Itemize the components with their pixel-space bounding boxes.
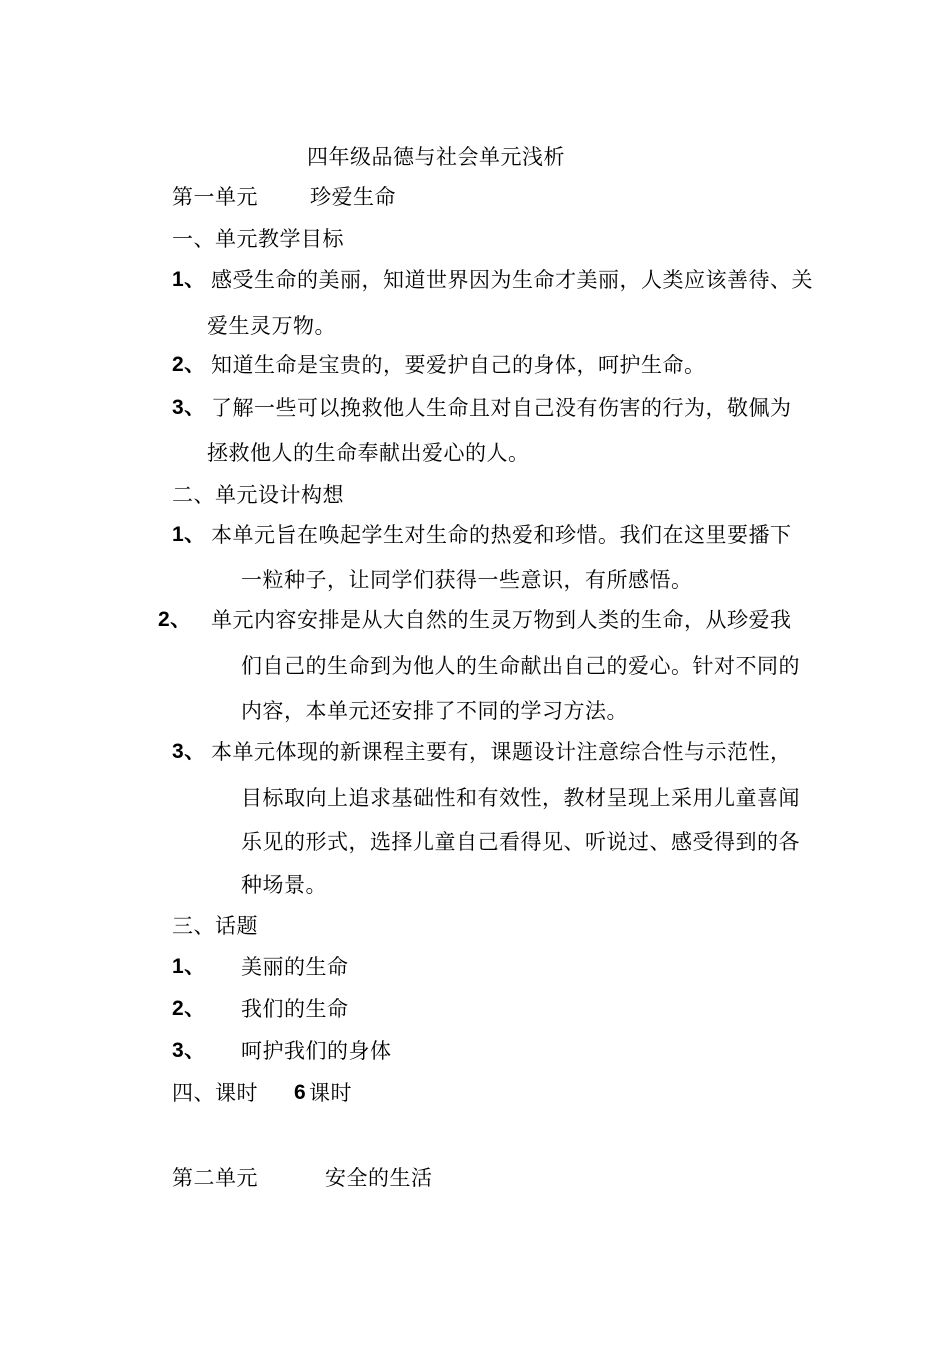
list-item-text-continued: 爱生灵万物。 — [207, 314, 336, 338]
list-item-text-continued: 拯救他人的生命奉献出爱心的人。 — [207, 441, 530, 465]
section-heading-periods: 四、课时 — [172, 1081, 258, 1105]
unit2-heading: 第二单元 — [172, 1166, 258, 1190]
list-item-text: 单元内容安排是从大自然的生灵万物到人类的生命，从珍爱我 — [211, 608, 792, 632]
unit1-heading: 第一单元 — [172, 185, 258, 209]
list-item-text: 知道生命是宝贵的，要爱护自己的身体，呵护生命。 — [211, 353, 706, 377]
document-title: 四年级品德与社会单元浅析 — [307, 145, 565, 169]
section-heading-goals: 一、单元教学目标 — [172, 227, 344, 251]
list-item-text-continued: 种场景。 — [241, 873, 327, 897]
list-item-text: 本单元旨在唤起学生对生命的热爱和珍惜。我们在这里要播下 — [211, 523, 792, 547]
period-unit: 课时 — [309, 1081, 352, 1105]
list-item-text: 感受生命的美丽，知道世界因为生命才美丽，人类应该善待、关 — [211, 268, 813, 292]
list-item-number: 1、 — [172, 955, 206, 978]
list-item-text-continued: 内容，本单元还安排了不同的学习方法。 — [241, 699, 628, 723]
topic-item: 美丽的生命 — [241, 955, 349, 979]
topic-item: 我们的生命 — [241, 997, 349, 1021]
list-item-number: 2、 — [158, 608, 192, 631]
list-item-text-continued: 乐见的形式，选择儿童自己看得见、听说过、感受得到的各 — [241, 830, 800, 854]
list-item-text-continued: 一粒种子，让同学们获得一些意识，有所感悟。 — [241, 568, 693, 592]
list-item-number: 3、 — [172, 1039, 206, 1062]
list-item-text-continued: 们自己的生命到为他人的生命献出自己的爱心。针对不同的 — [241, 654, 800, 678]
period-count: 6 — [294, 1081, 307, 1104]
list-item-number: 1、 — [172, 523, 206, 546]
section-heading-topics: 三、话题 — [172, 914, 258, 938]
list-item-number: 2、 — [172, 997, 206, 1020]
unit2-name: 安全的生活 — [325, 1166, 433, 1190]
section-heading-design: 二、单元设计构想 — [172, 483, 344, 507]
list-item-text-continued: 目标取向上追求基础性和有效性，教材呈现上采用儿童喜闻 — [241, 786, 800, 810]
list-item-number: 3、 — [172, 740, 206, 763]
list-item-number: 3、 — [172, 396, 206, 419]
list-item-text: 了解一些可以挽救他人生命且对自己没有伤害的行为，敬佩为 — [211, 396, 792, 420]
list-item-number: 2、 — [172, 353, 206, 376]
unit1-name: 珍爱生命 — [310, 185, 396, 209]
topic-item: 呵护我们的身体 — [241, 1039, 392, 1063]
list-item-number: 1、 — [172, 268, 206, 291]
list-item-text: 本单元体现的新课程主要有，课题设计注意综合性与示范性， — [211, 740, 792, 764]
